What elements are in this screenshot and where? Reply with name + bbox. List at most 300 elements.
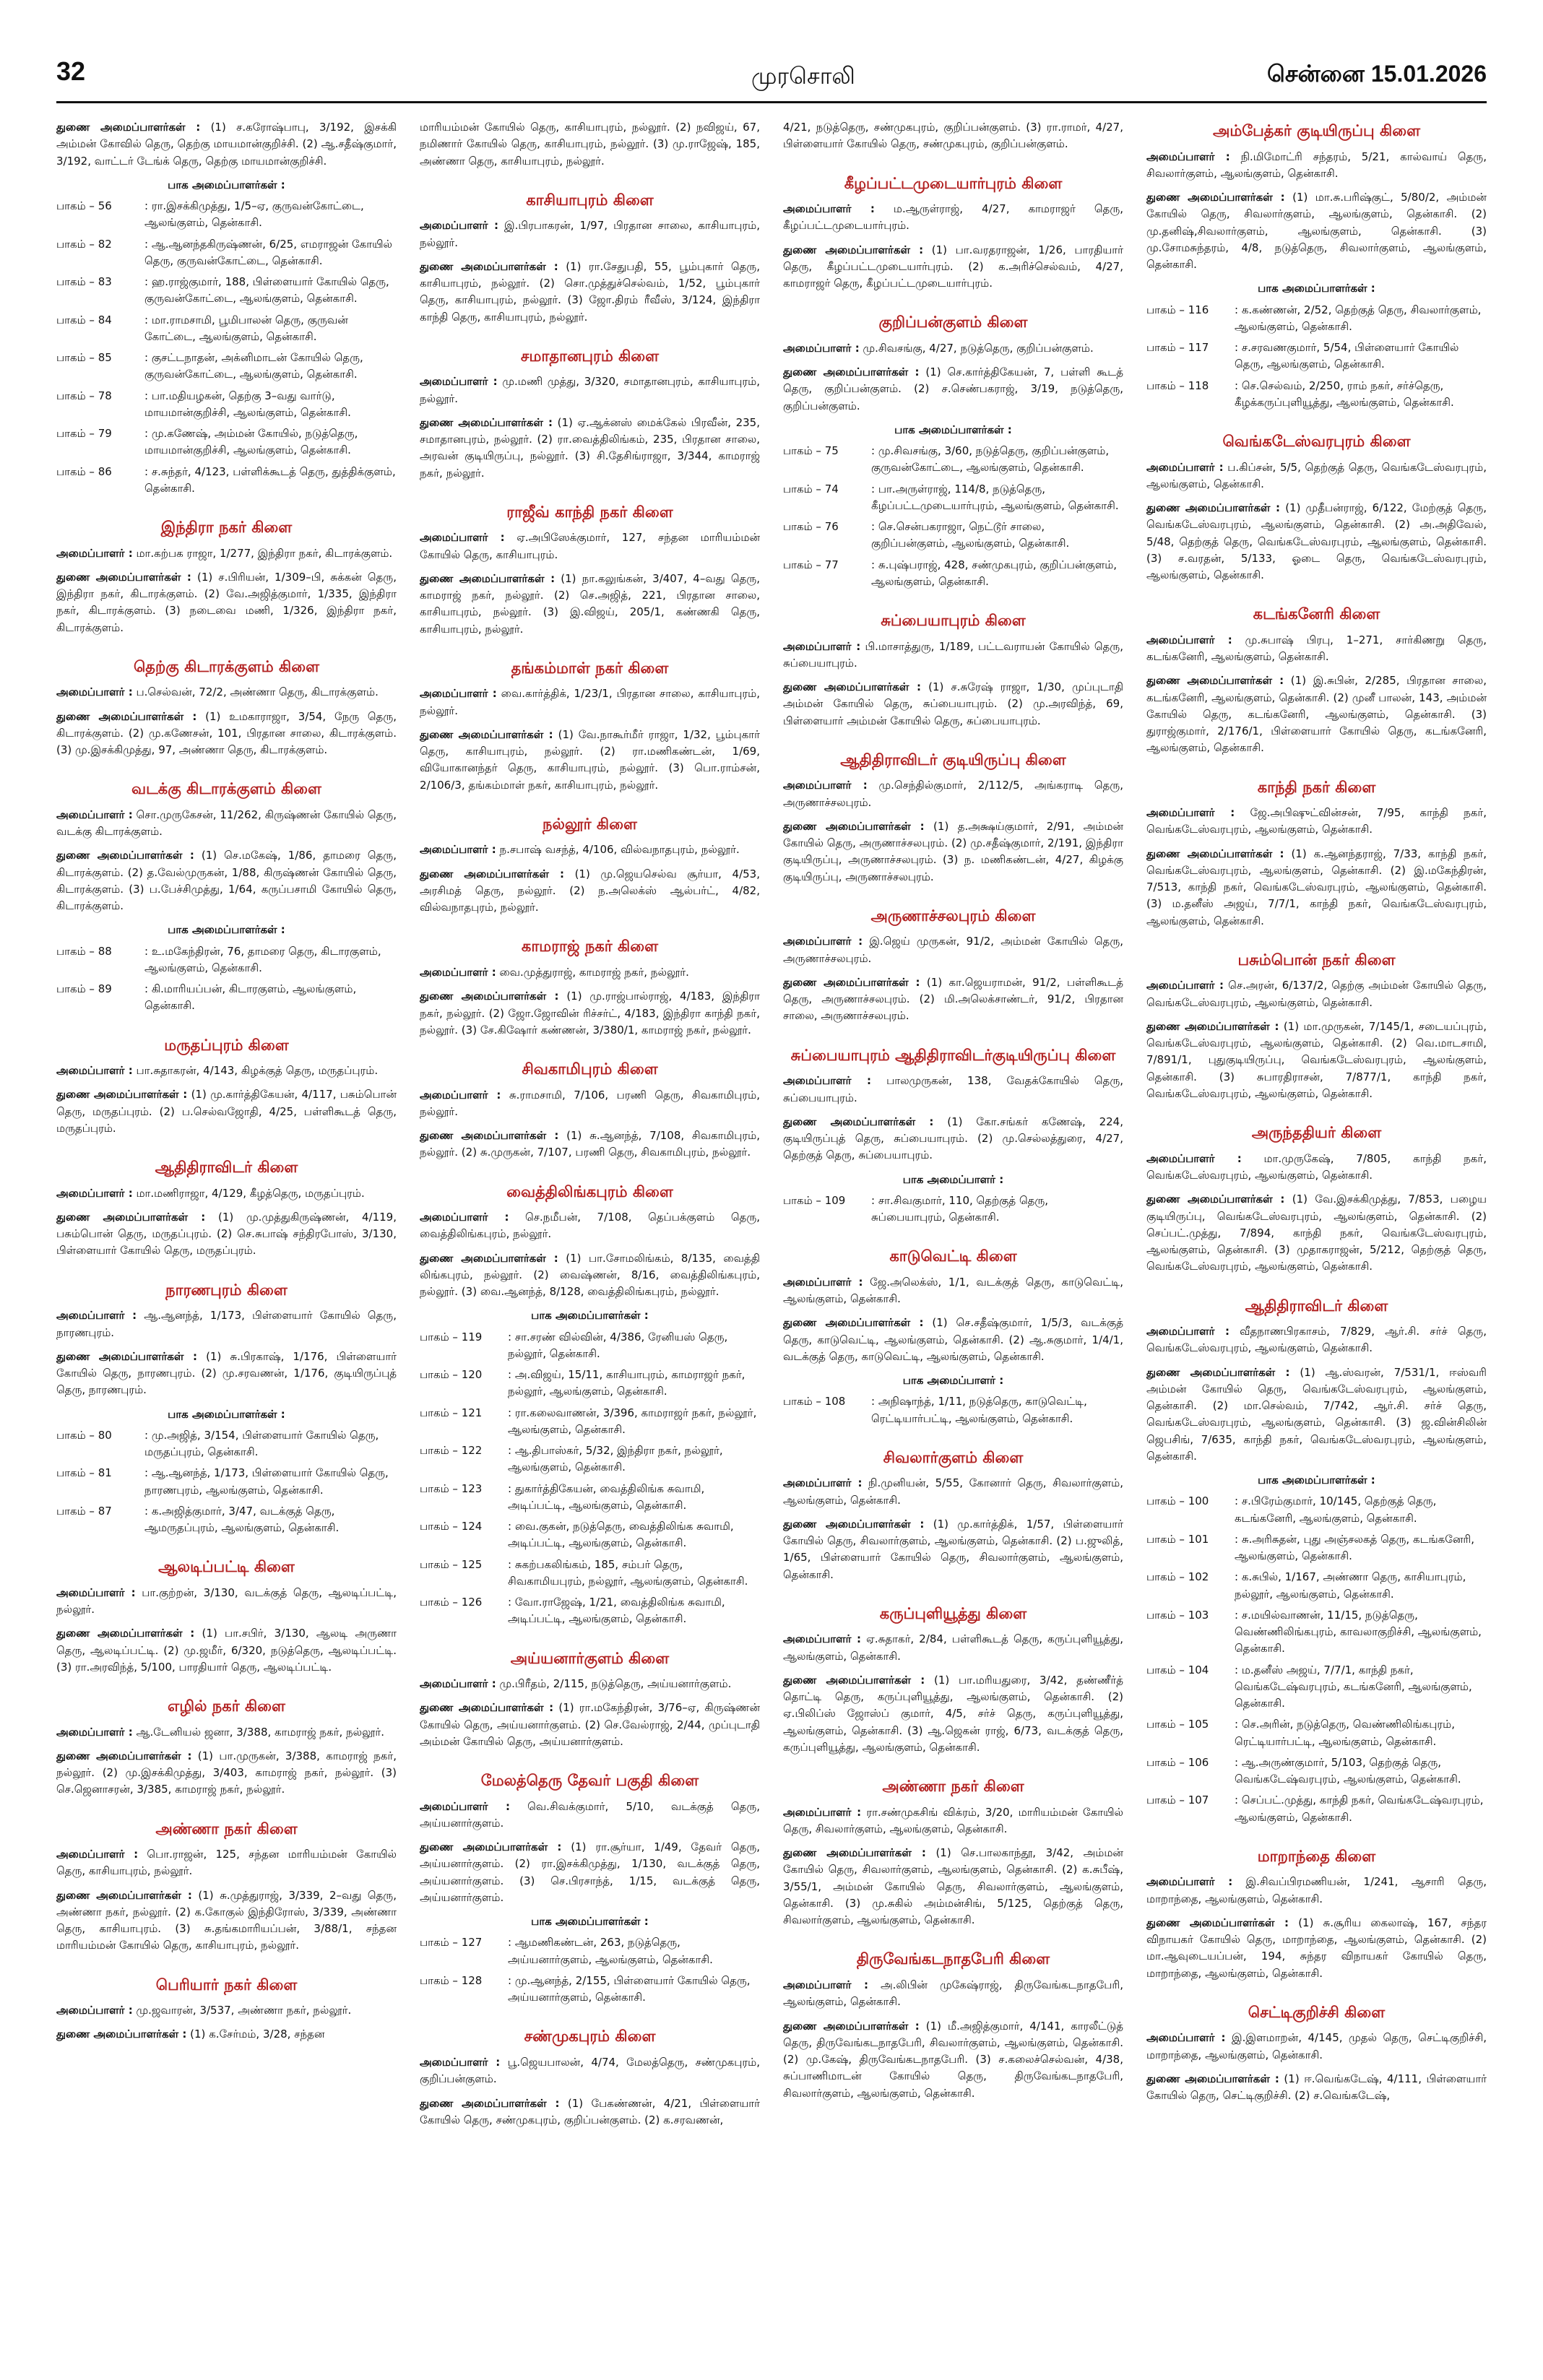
member-details: (1) பேகண்ணன், 4/21, பிள்ளையார் கோயில் தெரு, சண்முகபுரம், குறிப்பன்குளம். (2) க.சரவணன், — [420, 2096, 760, 2126]
member-details: (1) மு.கார்த்திகேயன், 4/117, பசும்பொன் தெரு, மருதப்புரம். (2) ப.செல்வஜோதி, 4/25, பள்ளிகூடத் தெரு, மருதப்புரம். — [56, 1088, 397, 1135]
booth-number: பாகம் – 108 — [783, 1395, 846, 1408]
member-details: (1) ரா.சூர்யா, 1/49, தேவர் தெரு, அய்யனார்குளம். (2) ரா.இசக்கிமுத்து, 1/130, வடக்குத் தெரு, அய்யனார்குளம். (3) செ.பிரசாந்த், 1/15, வடக்குத் தெரு, அய்யனார்குளம். — [420, 1840, 760, 1904]
booth-number: பாகம் – 103 — [1146, 1608, 1209, 1622]
booth-member: : ம.தனீஸ் அஜய், 7/7/1, காந்தி நகர், வெங்கடேஷ்வரபுரம், கடங்கனேரி, ஆலங்குளம், தென்காசி. — [1235, 1663, 1472, 1710]
member-details: (1) முதீபன்ராஜ், 6/122, மேற்குத் தெரு, வெங்கடேஸ்வரபுரம், ஆலங்குளம், தென்காசி. (2) அ.அதிவேல், 5/48, தெற்குத் தெரு, வெங்கடேஸ்வரபுரம், ஆலங்குளம், தென்காசி. (3) ச.வரதன், 5/133, ஓடை தெரு, வெங்கடேஸ்வரபுரம், ஆலங்குளம், தென்காசி. — [1146, 501, 1487, 582]
member-details: வெ.சிவக்குமார், 5/10, வடக்குத் தெரு, அய்யனார்குளம். — [420, 1799, 760, 1830]
booth-heading: பாக அமைப்பாளர்கள் : — [168, 178, 285, 191]
member-paragraph — [783, 1804, 1123, 1838]
branch-title: எழில் நகர் கிளை — [167, 1697, 286, 1715]
member-details: (1) செ.பாலகாந்தூ, 3/42, அம்மன் கோயில் தெரு, சிவலார்குளம், ஆலங்குளம், தென்காசி. (2) க.சுபீஷ், 3/55/1, அம்மன் கோயில் தெரு, சிவலார்குளம், ஆலங்குளம், தென்காசி. (3) மு.சுகில் அம்மன்சிங், 5/125, தெற்குத் தெரு, சிவலார்குளம், ஆலங்குளம், தென்காசி. — [783, 1846, 1123, 1927]
branch-title: ராஜீவ் காந்தி நகர் கிளை — [506, 503, 673, 521]
role-label: துணை அமைப்பாளர்கள் : — [783, 1316, 924, 1330]
booth-row — [420, 1481, 760, 1515]
member-details: வீதநாணபிரகாசம், 7/829, ஆர்.சி. சர்ச் தெரு, வெங்கடேஸ்வரபுரம், ஆலங்குளம், தென்காசி. — [1146, 1325, 1487, 1355]
branch-section — [420, 1180, 760, 1628]
role-label: துணை அமைப்பாளர்கள் : — [1146, 1365, 1290, 1379]
role-label: அமைப்பாளர் : — [420, 687, 497, 701]
booth-heading: பாக அமைப்பாளர்கள் : — [894, 423, 1012, 436]
branch-title: நாரணபுரம் கிளை — [165, 1281, 288, 1299]
member-details: (1) நா.கலுங்கன், 3/407, 4–வது தெரு, காமராஜ் நகர், நல்லூர். (2) செ.அஜித், 221, பிரதான சாலை, காசியாபுரம், நல்லூர். (3) இ.விஜய், 205/1, கண்ணகி தெரு, காசியாபுரம், நல்லூர். — [420, 571, 760, 636]
branch-title: சுப்பையாபுரம் கிளை — [881, 612, 1026, 630]
member-details: (1) ச.கரோஷ்பாபு, 3/192, இசக்கி அம்மன் கோவில் தெரு, தெற்கு மாயமான்குறிச்சி. (2) ஆ.சதீஷ்குமார், 3/192, வாட்டர் டேங்க் தெரு, தெற்கு மாயமான்குறிச்சி. — [56, 121, 397, 168]
booth-row — [56, 198, 397, 232]
booth-row — [56, 312, 397, 346]
edition-date: சென்னை 15.01.2026 — [1266, 61, 1487, 87]
booth-member: : ஆமணிகண்டன், 263, நடுத்தெரு, அய்யனார்குளம், ஆலங்குளம், தென்காசி. — [508, 1936, 713, 1966]
booth-number: பாகம் – 84 — [56, 313, 112, 326]
member-details: அ.லிபின் முகேஷ்ராஜ், திருவேங்கடநாதபேரி, ஆலங்குளம், தென்காசி. — [783, 1978, 1123, 2009]
booth-member: : செ.செல்வம், 2/250, ராம் நகர், சர்ச்தெரு, கீழக்கருப்புளியூத்து, ஆலங்குளம், தென்காசி. — [1235, 378, 1454, 409]
member-details: (1) த.அக்ஷய்குமார், 2/91, அம்மன் கோயில் தெரு, அருணாச்சலபுரம். (2) மு.சதீஷ்குமார், 2/191, இந்திரா குடியிருப்பு, அருணாச்சலபுரம். (3) ந. மணிகண்டன், 4/27, கிழக்கு குடியிருப்பு, அருணாச்சலபுரம். — [783, 819, 1123, 883]
booth-number: பாகம் – 107 — [1146, 1793, 1209, 1807]
branch-section — [783, 1775, 1123, 1929]
member-paragraph — [420, 1839, 760, 1906]
member-details: செ.அரன், 6/137/2, தெற்கு அம்மன் கோயில் தெரு, வெங்கடேஸ்வரபுரம், ஆலங்குளம், தென்காசி. — [1146, 979, 1487, 1009]
booth-member: : துகார்த்திகேயன், வைத்திலிங்க சுவாமி, அடிப்பட்டி, ஆலங்குளம், தென்காசி. — [508, 1481, 705, 1512]
branch-title: பசும்பொன் நகர் கிளை — [1237, 951, 1396, 969]
member-paragraph — [1146, 2071, 1487, 2105]
member-paragraph — [1146, 1151, 1487, 1185]
booth-row — [420, 1442, 760, 1476]
role-label: அமைப்பாளர் : — [783, 1275, 863, 1289]
role-label: துணை அமைப்பாளர்கள் : — [783, 819, 925, 833]
booth-number: பாகம் – 124 — [420, 1520, 483, 1533]
member-details: இ.இளமாறன், 4/145, முதல் தெரு, செட்டிகுறிச்சி, மாறாந்தை, ஆலங்குளம், தென்காசி. — [1146, 2031, 1487, 2061]
member-details: ம.ஆருள்ராஜ், 4/27, காமராஜர் தெரு, கீழப்பட்டமுடையார்புரம். — [783, 202, 1123, 233]
branch-title: பெரியார் நகர் கிளை — [155, 1976, 298, 1994]
member-paragraph — [56, 1307, 397, 1341]
branch-section — [420, 119, 760, 170]
member-paragraph — [783, 1672, 1123, 1756]
member-paragraph — [783, 1977, 1123, 2011]
branch-section — [783, 311, 1123, 590]
booth-row — [56, 350, 397, 384]
branch-title: ஆதிதிராவிடர் கிளை — [1245, 1297, 1388, 1315]
booth-member: : ஆ.ஆனந்தகிருஷ்ணன், 6/25, எமராஜன் கோயில் தெரு, குருவன்கோட்டை, தென்காசி. — [144, 237, 392, 267]
member-details: (1) மு.கார்த்திக், 1/57, பிள்ளையார் கோயில் தெரு, சிவலார்குளம், ஆலங்குளம், தென்காசி. (2) ப.ஜுலித், 1/65, பிள்ளையார் கோயில் தெரு, சிவலார்குளம், ஆலங்குளம், தென்காசி. — [783, 1517, 1123, 1581]
branch-section — [420, 1769, 760, 2006]
booth-member: : ச.சுந்தர், 4/123, பள்ளிக்கூடத் தெரு, துத்திக்குளம், தென்காசி. — [144, 464, 396, 495]
member-paragraph — [56, 119, 397, 170]
member-details: ஏ.அபிஸேக்குமார், 127, சந்தன மாரியம்மன் கோயில் தெரு, காசியாபுரம். — [420, 531, 760, 561]
role-label: துணை அமைப்பாளர்கள் : — [1146, 191, 1285, 204]
role-label: துணை அமைப்பாளர்கள் : — [56, 1088, 188, 1102]
member-paragraph — [56, 709, 397, 759]
role-label: துணை அமைப்பாளர்கள் : — [1146, 1193, 1285, 1206]
booth-row — [783, 557, 1123, 591]
branch-section — [1146, 1294, 1487, 1826]
role-label: துணை அமைப்பாளர்கள் : — [56, 1749, 192, 1762]
member-details: மு.சுபாஷ் பிரபு, 1–271, சார்கிணறு தெரு, கடங்கனேரி, ஆலங்குளம், தென்காசி. — [1146, 633, 1487, 664]
member-details: மா.மணிராஜா, 4/129, கீழத்தெரு, மருதப்புரம். — [136, 1186, 365, 1200]
member-details: இ.பிரபாகரன், 1/97, பிரதான சாலை, காசியாபுரம், நல்லூர். — [420, 219, 760, 249]
role-label: துணை அமைப்பாளர்கள் : — [1146, 2072, 1279, 2085]
role-label: துணை அமைப்பாளர்கள் : — [420, 2096, 560, 2110]
booth-number: பாகம் – 123 — [420, 1481, 483, 1495]
branch-title: வைத்திலிங்கபுரம் கிளை — [506, 1182, 673, 1200]
member-paragraph — [420, 1087, 760, 1121]
branch-section — [783, 748, 1123, 886]
branch-section — [56, 1034, 397, 1138]
role-label: துணை அமைப்பாளர்கள் : — [56, 1349, 197, 1363]
booth-member: : கி.மாரியப்பன், கிடாரகுளம், ஆலங்குளம், தென்காசி. — [144, 982, 357, 1013]
branch-title: ஆதிதிராவிடர் கிளை — [155, 1159, 298, 1177]
member-paragraph — [783, 1315, 1123, 1365]
role-label: அமைப்பாளர் : — [783, 341, 860, 355]
member-details: (1) வே.நாகூர்மீர் ராஜா, 1/32, பூம்புகார் தெரு, காசியாபுரம், நல்லூர். (2) ரா.மணிகண்டன், 1/69, வியோகானந்தர் தெரு, காசியாபுரம், நல்லூர். (3) பொ.ராம்சன், 2/106/3, தங்கம்மாள் நகர், காசியாபுரம், நல்லூர். — [420, 727, 760, 792]
member-paragraph — [783, 1274, 1123, 1308]
branch-title: செட்டிகுறிச்சி கிளை — [1248, 2003, 1386, 2021]
branch-section — [56, 1555, 397, 1676]
member-details: (1) பா.மரியதுரை, 3/42, தண்ணீர்த் தொட்டி தெரு, கருப்புளியூத்து, ஆலங்குளம், தென்காசி. (2) ஏ.பிலிப்ஸ் ஜோஸ்ப் குமார், 4/5, சர்ச் தெரு, கருப்புளியூத்து, ஆலங்குளம், தென்காசி. (3) ஆ.ஜெகன் ராஜ், 6/73, வடக்குத் தெரு, கருப்புளியூத்து, ஆலங்குளம், தென்காசி. — [783, 1673, 1123, 1754]
booth-member: : வை.குகன், நடுத்தெரு, வைத்திலிங்க சுவாமி, அடிப்பட்டி, ஆலங்குளம், தென்காசி. — [508, 1520, 734, 1550]
member-paragraph — [1146, 846, 1487, 930]
booth-row — [420, 1934, 760, 1968]
booth-number: பாகம் – 119 — [420, 1330, 483, 1343]
booth-heading: பாக அமைப்பாளர் : — [902, 1374, 1004, 1388]
member-details: (1) சு.ஆனந்த், 7/108, சிவகாமிபுரம், நல்லூர். (2) சு.முருகன், 7/107, பரணி தெரு, சிவகாமிபுரம், நல்லூர். — [420, 1129, 760, 1159]
member-paragraph — [56, 569, 397, 636]
member-details: (1) ஆ.ஸ்வரன், 7/531/1, ஈஸ்வரி அம்மன் கோயில் தெரு, வெங்கடேஸ்வரபுரம், ஆலங்குளம், தென்காசி. (2) மா.செல்வம், 7/742, ஆர்.சி. சர்ச் தெரு, வெங்கடேஸ்வரபுரம், ஆலங்குளம், தென்காசி. (3) ஜ.வின்சிலின் ஜெபசிங், 7/635, காந்தி நகர், வெங்கடேஸ்வரபுரம், ஆலங்குளம், தென்காசி. — [1146, 1365, 1487, 1463]
member-paragraph — [1146, 1915, 1487, 1982]
member-paragraph — [1146, 805, 1487, 839]
booth-member: : சா.சிவகுமார், 110, தெற்குத் தெரு, சுப்பையாபுரம், தென்காசி. — [871, 1193, 1049, 1224]
member-details: மு.மணி முத்து, 3/320, சமாதானபுரம், காசியாபுரம், நல்லூர். — [420, 375, 760, 405]
booth-row — [420, 1329, 760, 1363]
role-label: அமைப்பாளர் : — [783, 935, 863, 948]
branch-section — [1146, 2001, 1487, 2105]
branch-title: சுப்பையாபுரம் ஆதிதிராவிடர்குடியிருப்பு கிளை — [790, 1046, 1116, 1064]
member-details: மா.முருகேஷ், 7/805, காந்தி நகர், வெங்கடேஸ்வரபுரம், ஆலங்குளம், தென்காசி. — [1146, 1151, 1487, 1182]
role-label: துணை அமைப்பாளர்கள் : — [783, 975, 920, 989]
branch-title: நல்லூர் கிளை — [543, 815, 637, 833]
member-details: (1) ரா.சேதுபதி, 55, பூம்புகார் தெரு, காசியாபுரம், நல்லூர். (2) சொ.முத்துச்செல்வம், 1/52, பூம்புகார் தெரு, காசியாபுரம், நல்லூர். (3) ஜோ.திரம் ரீவீஸ், 3/124, இந்திரா காந்தி தெரு, காசியாபுரம், நல்லூர். — [420, 259, 760, 324]
member-details: (1) பா.வரதராஜன், 1/26, பாரதியார் தெரு, கீழப்பட்டமுடையார்புரம். (2) க.அரிச்செல்வம், 4/27, காமராஜர் தெரு, கீழப்பட்டமுடையார்புரம். — [783, 243, 1123, 290]
booth-member: : க.சுபில், 1/167, அண்ணா தெரு, காசியாபுரம், நல்லூர், ஆலங்குளம், தென்காசி. — [1235, 1570, 1466, 1601]
member-details: நி.முனியன், 5/55, கோனார் தெரு, சிவலார்குளம், ஆலங்குளம், தென்காசி. — [783, 1476, 1123, 1507]
member-paragraph — [1146, 459, 1487, 493]
role-label: அமைப்பாளர் : — [783, 1632, 862, 1646]
branch-title: காசியாபுரம் கிளை — [526, 191, 654, 209]
booth-row — [56, 236, 397, 270]
role-label: துணை அமைப்பாளர்கள் : — [783, 2019, 920, 2033]
member-details: பா.குற்றன், 3/130, வடக்குத் தெரு, ஆலடிப்பட்டி, நல்லூர். — [56, 1585, 397, 1617]
branch-title: சமாதானபுரம் கிளை — [520, 347, 660, 365]
booth-number: பாகம் – 78 — [56, 389, 112, 402]
member-details: மு.சிவசங்கு, 4/27, நடுத்தெரு, குறிப்பன்குளம். — [863, 341, 1094, 355]
branch-title: அருந்ததியர் கிளை — [1251, 1124, 1382, 1142]
booth-row — [783, 481, 1123, 515]
role-label: அமைப்பாளர் : — [1146, 806, 1235, 820]
booth-row — [56, 464, 397, 498]
member-details: (1) செ.மகேஷ், 1/86, தாமரை தெரு, கிடாரக்குளம். (2) த.வேல்முருகன், 1/88, கிருஷ்ணன் கோயில் தெரு, கிடாரக்குளம். (3) ப.பேச்சிமுத்து, 1/64, கருப்பசாமி கோயில் தெரு, கிடாரக்குளம். — [56, 849, 397, 913]
booth-member: : ஹ.ராஜ்குமார், 188, பிள்ளையார் கோயில் தெரு, குருவன்கோட்டை, ஆலங்குளம், தென்காசி. — [144, 275, 389, 306]
booth-number: பாகம் – 81 — [56, 1466, 112, 1480]
branch-section — [420, 813, 760, 917]
branch-section — [56, 1156, 397, 1260]
booth-row — [56, 943, 397, 977]
role-label: துணை அமைப்பாளர்கள் : — [420, 1840, 562, 1854]
branch-title: சிவலார்குளம் கிளை — [883, 1448, 1024, 1466]
role-label: துணை அமைப்பாளர்கள் : — [420, 1701, 554, 1715]
member-details: வை.முத்துராஜ், காமராஜ் நகர், நல்லூர். — [499, 966, 689, 979]
booth-row — [1146, 1531, 1487, 1565]
booth-row — [1146, 1716, 1487, 1750]
branch-title: திருவேங்கடநாதபேரி கிளை — [856, 1950, 1050, 1968]
member-details: (1) பா.சபிர், 3/130, ஆலடி அருணா தெரு, ஆலடிப்பட்டி. (2) மு.ஜமீர், 6/320, நடுத்தெரு, ஆலடிப்பட்டி. (3) ரா.அரவிந்த், 5/100, பாரதியார் தெரு, ஆலடிப்பட்டி. — [56, 1627, 397, 1674]
role-label: அமைப்பாளர் : — [420, 219, 498, 233]
member-details: (1) பா.முருகன், 3/388, காமராஜ் நகர், நல்லூர். (2) மு.இசக்கிமுத்து, 3/403, காமராஜ் நகர், நல்லூர். (3) செ.ஜெனாசரன், 3/385, காமராஜ் நகர், நல்லூர். — [56, 1749, 397, 1796]
booth-heading: பாக அமைப்பாளர்கள் : — [168, 1407, 285, 1421]
booth-number: பாகம் – 86 — [56, 464, 112, 478]
member-paragraph — [783, 1475, 1123, 1509]
member-details: ஆ.டேனியல் ஜனா, 3/388, காமராஜ் நகர், நல்லூர். — [136, 1725, 385, 1739]
booth-heading: பாக அமைப்பாளர்கள் : — [1258, 1474, 1375, 1487]
member-details: (1) க.ஆனந்தராஜ், 7/33, காந்தி நகர், வெங்கடேஸ்வரபுரம், ஆலங்குளம், தென்காசி. (2) இ.மகேந்திரன், 7/513, காந்தி நகர், வெங்கடேஸ்வரபுரம், ஆலங்குளம், தென்காசி. (3) ம.தனீஸ் அஜய், 7/7/1, காந்தி நகர், வெங்கடேஸ்வரபுரம், ஆலங்குளம், தென்காசி. — [1146, 847, 1487, 927]
role-label: அமைப்பாளர் : — [783, 1074, 871, 1088]
member-details: மு.பிரீதம், 2/115, நடுத்தெரு, அய்யனார்குளம். — [499, 1677, 732, 1691]
masthead — [0, 0, 1543, 101]
branch-title: சிவகாமிபுரம் கிளை — [522, 1060, 658, 1078]
role-label: துணை அமைப்பாளர்கள் : — [1146, 1916, 1289, 1929]
branch-title: ஆதிதிராவிடர் குடியிருப்பு கிளை — [840, 750, 1066, 769]
member-details: (1) ச.சுரேஷ் ராஜா, 1/30, முப்புடாதி அம்மன் கோயில் தெரு, சுப்பையாபுரம். (2) மு.அரவிந்த், 69, பிள்ளையார் அம்மன் கோயில் தெரு, சுப்பையாபுரம். — [783, 680, 1123, 727]
booth-row — [56, 388, 397, 422]
paper-name: முரசொலி — [751, 62, 855, 90]
branch-section — [783, 1245, 1123, 1427]
member-details: (1) உமகாராஜா, 3/54, நேரு தெரு, கிடாரக்குளம். (2) மு.கணேசன், 101, பிரதான சாலை, கிடாரக்குளம். (3) மு.இசக்கிமுத்து, 97, அண்ணா தெரு, கிடாரக்குளம். — [56, 709, 397, 757]
branch-title: வெங்கடேஸ்வரபுரம் கிளை — [1222, 433, 1411, 451]
member-details: (1) ச.பிரியன், 1/309–பி, சுக்கன் தெரு, இந்திரா நகர், கிடாரக்குளம். (2) வே.அஜித்குமார், 1/335, இந்திரா நகர், கிடாரக்குளம். (3) நடைவை மணி, 1/326, இந்திரா நகர், கிடாரக்குளம். — [56, 570, 397, 634]
member-paragraph — [56, 684, 397, 701]
member-paragraph — [420, 119, 760, 170]
member-details: (1) மு.ராஜ்பால்ராஜ், 4/183, இந்திரா நகர், நல்லூர். (2) ஜோ.ஜோவின் ரிச்சர்ட், 4/183, இந்திரா காந்தி நகர், நல்லூர். (3) சே.கிஷோர் கண்ணன், 3/380/1, காமராஜ் நகர், நல்லூர். — [420, 990, 760, 1037]
member-paragraph — [1146, 500, 1487, 584]
branch-section — [1146, 1121, 1487, 1275]
role-label: துணை அமைப்பாளர்கள் : — [56, 2028, 187, 2041]
branch-section — [783, 172, 1123, 293]
member-details: ஏ.சுதாகர், 2/84, பள்ளிகூடத் தெரு, கருப்புளியூத்து, ஆலங்குளம், தென்காசி. — [783, 1632, 1123, 1663]
branch-title: அருணாச்சலபுரம் கிளை — [870, 906, 1036, 925]
member-paragraph — [1146, 1191, 1487, 1275]
branch-title: சண்முகபுரம் கிளை — [524, 2028, 656, 2046]
role-label: துணை அமைப்பாளர்கள் : — [783, 1115, 934, 1128]
member-details: வை.கார்த்திக், 1/23/1, பிரதான சாலை, காசியாபுரம், நல்லூர். — [420, 687, 760, 717]
member-paragraph — [56, 1748, 397, 1799]
member-details: (1) கோ.சங்கர் கணேஷ், 224, குடியிருப்புத் தெரு, சுப்பையாபுரம். (2) மு.செல்லத்துரை, 4/27, தெற்குத் தெரு, சுப்பையாபுரம். — [783, 1115, 1123, 1162]
member-details: (1) ஈ.வெங்கடேஷ், 4/111, பிள்ளையார் கோயில் தெரு, செட்டிகுறிச்சி. (2) ச.வெங்கடேஷ், — [1146, 2072, 1487, 2103]
member-details: ந.சபாஷ் வசந்த், 4/106, வில்வநாதபுரம், நல்லூர். — [499, 843, 740, 857]
member-paragraph — [1146, 1874, 1487, 1908]
member-details: பி.மாசாத்துரு, 1/189, பட்டவராயன் கோயில் தெரு, சுப்பையாபுரம். — [783, 639, 1123, 670]
branch-section — [56, 119, 397, 497]
booth-row — [783, 1393, 1123, 1427]
booth-member: : குசட்டநாதன், அக்னிமாடன் கோயில் தெரு, குருவன்கோட்டை, ஆலங்குளம், தென்காசி. — [144, 351, 363, 381]
booth-number: பாகம் – 122 — [420, 1444, 483, 1458]
role-label: அமைப்பாளர் : — [56, 1848, 139, 1861]
booth-number: பாகம் – 83 — [56, 275, 112, 288]
member-paragraph — [56, 2002, 397, 2019]
booth-row — [420, 1594, 760, 1628]
booth-heading: பாக அமைப்பாளர்கள் : — [531, 1309, 649, 1323]
branch-section — [420, 657, 760, 794]
member-details: (1) கா.ஜெயராமன், 91/2, பள்ளிகூடத் தெரு, அருணாச்சலபுரம். (2) மி.அலெக்சாண்டர், 91/2, பிரதான சாலை, அருணாச்சலபுரம். — [783, 975, 1123, 1023]
member-paragraph — [56, 1585, 397, 1619]
branch-section — [56, 1817, 397, 1955]
booth-number: பாகம் – 101 — [1146, 1532, 1209, 1546]
role-label: துணை அமைப்பாளர்கள் : — [783, 1846, 926, 1860]
member-paragraph — [56, 807, 397, 841]
branch-title: அண்ணா நகர் கிளை — [155, 1819, 298, 1838]
role-label: அமைப்பாளர் : — [420, 2056, 501, 2069]
member-paragraph — [420, 685, 760, 719]
booth-number: பாகம் – 87 — [56, 1504, 112, 1518]
booth-number: பாகம் – 85 — [56, 351, 112, 364]
role-label: அமைப்பாளர் : — [56, 1186, 133, 1200]
booth-row — [56, 1503, 397, 1537]
booth-member: : பா.அருள்ராஜ், 114/8, நடுத்தெரு, கீழப்பட்டமுடையார்புரம், ஆலங்குளம், தென்காசி. — [871, 482, 1119, 512]
booth-number: பாகம் – 56 — [56, 199, 112, 212]
member-details: மு.செந்தில்குமார், 2/112/5, அங்கராடி தெரு, அருணாச்சலபுரம். — [783, 779, 1123, 809]
member-details: 4/21, நடுத்தெரு, சண்முகபுரம், குறிப்பன்குளம். (3) ரா.ராமர், 4/27, பிள்ளையார் கோயில் தெரு, சண்முகபுரம், குறிப்பன்குளம். — [783, 121, 1123, 151]
booth-number: பாகம் – 76 — [783, 520, 839, 534]
branch-section — [56, 1695, 397, 1799]
role-label: அமைப்பாளர் : — [420, 843, 496, 857]
member-paragraph — [1146, 632, 1487, 666]
branch-section — [783, 904, 1123, 1025]
booth-number: பாகம் – 126 — [420, 1596, 483, 1609]
booth-member: : ரா.கலைவாணன், 3/396, காமராஜர் நகர், நல்லூர், ஆலங்குளம், தென்காசி. — [508, 1406, 757, 1436]
branch-section — [56, 655, 397, 759]
member-details: ஆ.ஆனந்த், 1/173, பிள்ளையார் கோயில் தெரு, நாரணபுரம். — [56, 1309, 397, 1339]
booth-row — [1146, 378, 1487, 412]
role-label: துணை அமைப்பாளர்கள் : — [420, 727, 553, 741]
role-label: துணை அமைப்பாளர்கள் : — [783, 680, 921, 694]
booth-member: : சா.சரண் வில்வின், 4/386, ரேனியஸ் தெரு, நல்லூர், தென்காசி. — [508, 1330, 728, 1360]
role-label: அமைப்பாளர் : — [56, 808, 133, 821]
booth-heading: பாக அமைப்பாளர் : — [902, 1172, 1004, 1186]
member-paragraph — [420, 1128, 760, 1161]
booth-row — [56, 425, 397, 459]
member-paragraph — [783, 119, 1123, 153]
role-label: அமைப்பாளர் : — [56, 2004, 133, 2017]
role-label: அமைப்பாளர் : — [420, 531, 505, 545]
booth-member: : ஆ.அருண்குமார், 5/103, தெற்குத் தெரு, வெங்கடேஷ்வரபுரம், ஆலங்குளம், தென்காசி. — [1235, 1755, 1461, 1786]
booth-number: பாகம் – 116 — [1146, 303, 1209, 316]
branch-title: கீழப்பட்டமுடையார்புரம் கிளை — [844, 174, 1063, 192]
member-details: இ.சிவப்பிரமணியன், 1/241, ஆசாரி தெரு, மாறாந்தை, ஆலங்குளம், தென்காசி. — [1146, 1875, 1487, 1905]
member-details: சொ.முருகேசன், 11/262, கிருஷ்ணன் கோயில் தெரு, வடக்கு கிடாரக்குளம். — [56, 808, 397, 839]
booth-number: பாகம் – 117 — [1146, 341, 1209, 355]
member-paragraph — [56, 1724, 397, 1741]
booth-number: பாகம் – 77 — [783, 558, 839, 571]
member-details: மா.கற்பக ராஜா, 1/277, இந்திரா நகர், கிடாரக்குளம். — [136, 546, 393, 560]
role-label: அமைப்பாளர் : — [420, 1088, 501, 1102]
role-label: அமைப்பாளர் : — [1146, 979, 1224, 992]
role-label: துணை அமைப்பாளர்கள் : — [1146, 674, 1284, 688]
booth-member: : ஆ.ஆனந்த், 1/173, பிள்ளையார் கோயில் தெரு, நாரணபுரம், ஆலங்குளம், தென்காசி. — [144, 1466, 389, 1497]
member-paragraph — [783, 818, 1123, 886]
member-paragraph — [420, 415, 760, 482]
role-label: துணை அமைப்பாளர்கள் : — [783, 243, 924, 256]
booth-member: : மா.ராமசாமி, பூமிபாலன் தெரு, குருவன் கோட்டை, ஆலங்குளம், தென்காசி. — [144, 313, 348, 343]
role-label: துணை அமைப்பாளர்கள் : — [783, 1673, 925, 1687]
booth-number: பாகம் – 128 — [420, 1973, 483, 1987]
member-paragraph — [420, 529, 760, 563]
booth-number: பாகம் – 127 — [420, 1936, 483, 1950]
role-label: அமைப்பாளர் : — [56, 1064, 133, 1078]
branch-section — [1146, 1845, 1487, 1982]
role-label: துணை அமைப்பாளர்கள் : — [56, 849, 194, 862]
branch-title: வடக்கு கிடாரக்குளம் கிளை — [131, 780, 321, 798]
booth-member: : மு.கணேஷ், அம்மன் கோயில், நடுத்தெரு, மாயமான்குறிச்சி, ஆலங்குளம், தென்காசி. — [144, 427, 358, 457]
role-label: அமைப்பாளர் : — [783, 1978, 868, 1992]
role-label: துணை அமைப்பாளர்கள் : — [783, 1517, 925, 1531]
role-label: அமைப்பாளர் : — [1146, 1325, 1230, 1338]
branch-section — [56, 777, 397, 1014]
role-label: துணை அமைப்பாளர்கள் : — [420, 571, 556, 585]
member-details: (1) மீ.அஜித்குமார், 4/141, காரலீட்டுத் தெரு, திருவேங்கடநாதபேரி, சிவலார்குளம், ஆலங்குளம், தென்காசி. (2) மு.கேஷ், திருவேங்கடநாதபேரி. (3) ச.கலைச்செல்வன், 4/38, சுப்பாணிமாடன் கோயில் தெரு, திருவேங்கடநாதபேரி, சிவலார்குளம், ஆலங்குளம், தென்காசி. — [783, 2019, 1123, 2100]
branch-title: இந்திரா நகர் கிளை — [160, 519, 293, 536]
booth-member: : சு.புஷ்பராஜ், 428, சண்முகபுரம், குறிப்பன்குளம், ஆலங்குளம், தென்காசி. — [871, 558, 1118, 588]
column-1 — [56, 119, 397, 2358]
role-label: அமைப்பாளர் : — [420, 1211, 509, 1224]
role-label: துணை அமைப்பாளர்கள் : — [783, 365, 920, 379]
member-details: (1) இ.சுபின், 2/285, பிரதான சாலை, கடங்கனேரி, ஆலங்குளம், தென்காசி. (2) முனீ பாலன், 143, அம்மன் கோயில் தெரு, கடங்கனேரி, ஆலங்குளம், தென்காசி. (3) துராஜ்குமார், 2/176/1, பிள்ளையார் கோயில் தெரு, கடங்கனேரி, ஆலங்குளம், தென்காசி. — [1146, 674, 1487, 755]
member-details: (1) ஏ.ஆக்னஸ் மைக்கேல் பிரவீன், 235, சமாதானபுரம், நல்லூர். (2) ரா.வைத்திலிங்கம், 235, பிரதான சாலை, அரவன் குடியிருப்பு, நல்லூர். (3) சி.தேசிங்ராஜா, 3/344, காமராஜ் நகர், நல்லூர். — [420, 415, 760, 480]
member-paragraph — [783, 1845, 1123, 1929]
member-paragraph — [1146, 1323, 1487, 1357]
column-4 — [1146, 119, 1487, 2358]
member-details: பாலமுருகன், 138, வேதக்கோயில் தெரு, சுப்பையாபுரம். — [783, 1074, 1123, 1104]
booth-row — [783, 1193, 1123, 1226]
member-details: ப.செல்வன், 72/2, அண்ணா தெரு, கிடாரக்குளம். — [136, 685, 379, 699]
role-label: துணை அமைப்பாளர்கள் : — [56, 121, 201, 134]
role-label: துணை அமைப்பாளர்கள் : — [420, 990, 559, 1003]
branch-title: அண்ணா நகர் கிளை — [882, 1778, 1024, 1796]
member-details: சு.ராமசாமி, 7/106, பரணி தெரு, சிவகாமிபுரம், நல்லூர். — [420, 1088, 760, 1118]
booth-heading: பாக அமைப்பாளர்கள் : — [168, 923, 285, 937]
role-label: அமைப்பாளர் : — [56, 1585, 136, 1599]
member-paragraph — [783, 242, 1123, 293]
member-paragraph — [783, 933, 1123, 967]
branch-section — [420, 2025, 760, 2129]
member-paragraph — [420, 373, 760, 407]
branch-title: காடுவெட்டி கிளை — [889, 1247, 1017, 1265]
member-details: (1) வே.இசக்கிமுத்து, 7/853, பழைய குடியிருப்பு, வெங்கடேஸ்வரபுரம், ஆலங்குளம், தென்காசி. (2) செப்பட்.முத்து, 7/894, காந்தி நகர், வெங்கடேஸ்வரபுரம், ஆலங்குளம், தென்காசி. (3) முதாகராஜன், 5/212, தெற்குத் தெரு, வெங்கடேஸ்வரபுரம், ஆலங்குளம், தென்காசி. — [1146, 1193, 1487, 1273]
role-label: துணை அமைப்பாளர்கள் : — [420, 415, 553, 429]
booth-member: : அ.விஜய், 15/11, காசியாபுரம், காமராஜர் நகர், நல்லூர், ஆலங்குளம், தென்காசி. — [508, 1368, 745, 1398]
page-number: 32 — [56, 56, 86, 86]
role-label: அமைப்பாளர் : — [56, 1725, 133, 1739]
branch-section — [1146, 602, 1487, 756]
booth-row — [420, 1405, 760, 1439]
branch-section — [1146, 430, 1487, 584]
booth-number: பாகம் – 79 — [56, 427, 112, 440]
role-label: அமைப்பாளர் : — [420, 966, 496, 979]
booth-row — [420, 1557, 760, 1591]
member-paragraph — [420, 2095, 760, 2129]
member-paragraph — [420, 571, 760, 638]
masthead-rule — [56, 101, 1487, 103]
member-details: நி.மிமோட்ரி சந்தரம், 5/21, கால்வாய் தெரு, சிவலார்குளம், ஆலங்குளம், தென்காசி. — [1146, 150, 1487, 180]
branch-title: மாறாந்தை கிளை — [1257, 1847, 1376, 1865]
branch-title: மருதப்புரம் கிளை — [164, 1036, 289, 1054]
member-paragraph — [1146, 672, 1487, 756]
role-label: துணை அமைப்பாளர்கள் : — [420, 1251, 558, 1265]
member-paragraph — [56, 1086, 397, 1137]
